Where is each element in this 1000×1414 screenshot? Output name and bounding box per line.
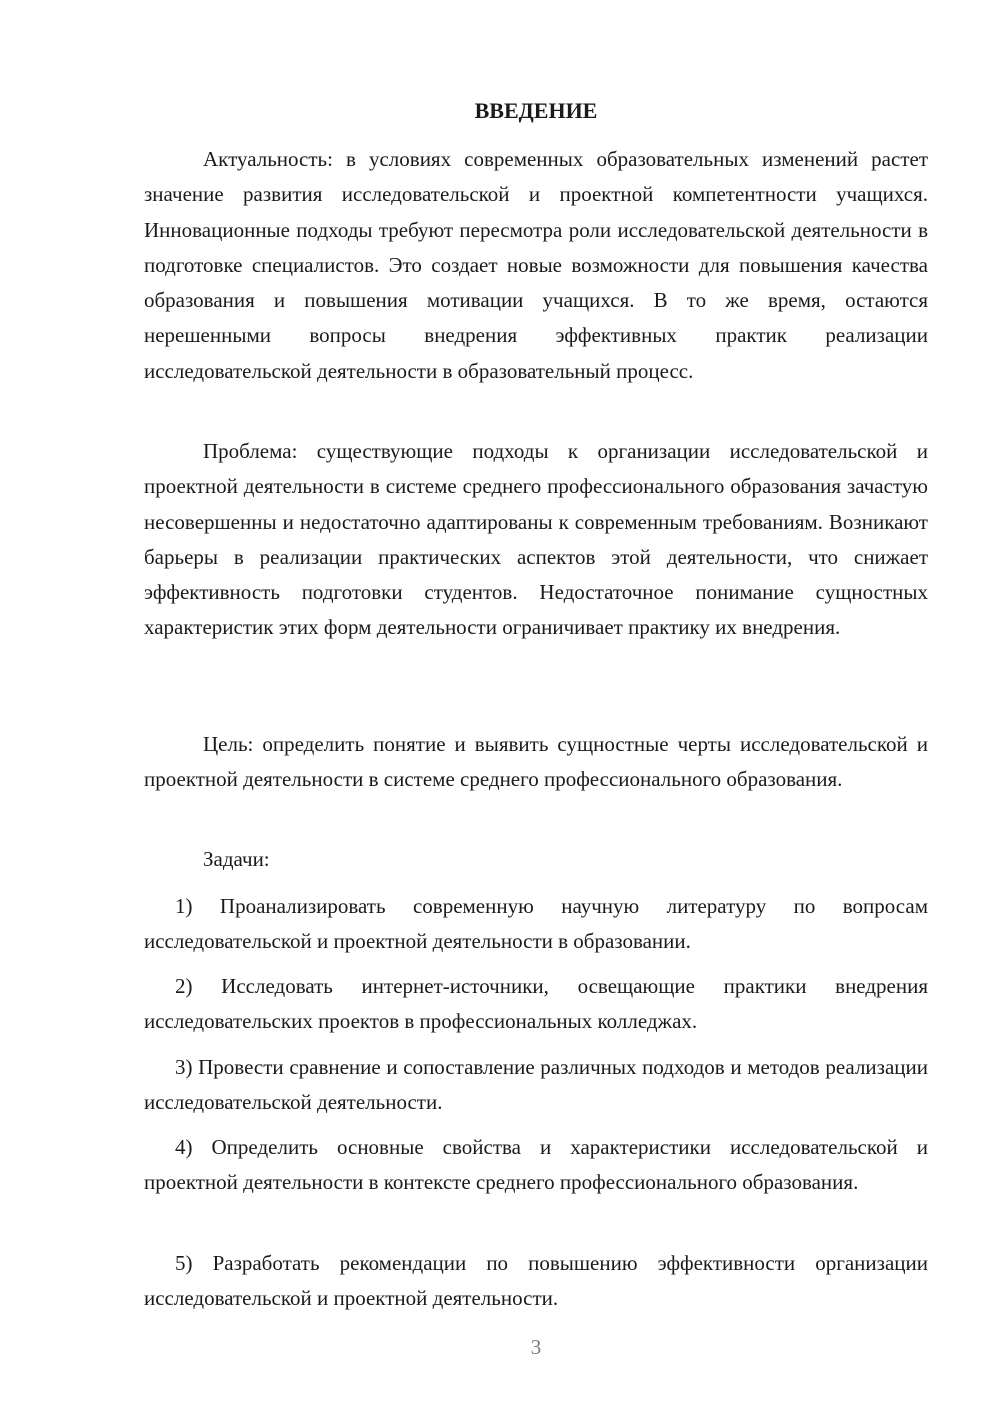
tasks-label: Задачи: (203, 847, 270, 871)
task-item: 5) Разработать рекомендации по повышению эффективности организации исследовательской и проектной деятельности. (144, 1251, 928, 1311)
relevance-paragraph: Актуальность: в условиях современных образовательных изменений растет значение развития исследовательской и проектной компетентности учащихся. Инновационные подходы требуют пересмотра роли исследовательской деятельности в подготовке специалистов. Это создает новые возможности для повышения качества образования и повышения мотивации учащихся. В то же время, остаются нерешенными вопросы внедрения эффективных практик реализации исследовательской деятельности в образовательный процесс. (144, 147, 928, 383)
page-title: ВВЕДЕНИЕ (474, 98, 598, 123)
task-item: 3) Провести сравнение и сопоставление различных подходов и методов реализации исследовательской деятельности. (144, 1055, 928, 1115)
task-item: 1) Проанализировать современную научную литературу по вопросам исследовательской и проектной деятельности в образовании. (144, 894, 928, 954)
page-number: 3 (530, 1335, 542, 1359)
goal-paragraph: Цель: определить понятие и выявить сущностные черты исследовательской и проектной деятельности в системе среднего профессионального образования. (144, 732, 928, 792)
task-item: 2) Исследовать интернет-источники, освещающие практики внедрения исследовательских проектов в профессиональных колледжах. (144, 974, 928, 1034)
problem-paragraph: Проблема: существующие подходы к организации исследовательской и проектной деятельности в системе среднего профессионального образования зачастую несовершенны и недостаточно адаптированы к современным требованиям. Возникают барьеры в реализации практических аспектов этой деятельности, что снижает эффективность подготовки студентов. Недостаточное понимание сущностных характеристик этих форм деятельности ограничивает практику их внедрения. (144, 439, 928, 640)
task-item: 4) Определить основные свойства и характеристики исследовательской и проектной деятельности в контексте среднего профессионального образования. (144, 1135, 928, 1195)
